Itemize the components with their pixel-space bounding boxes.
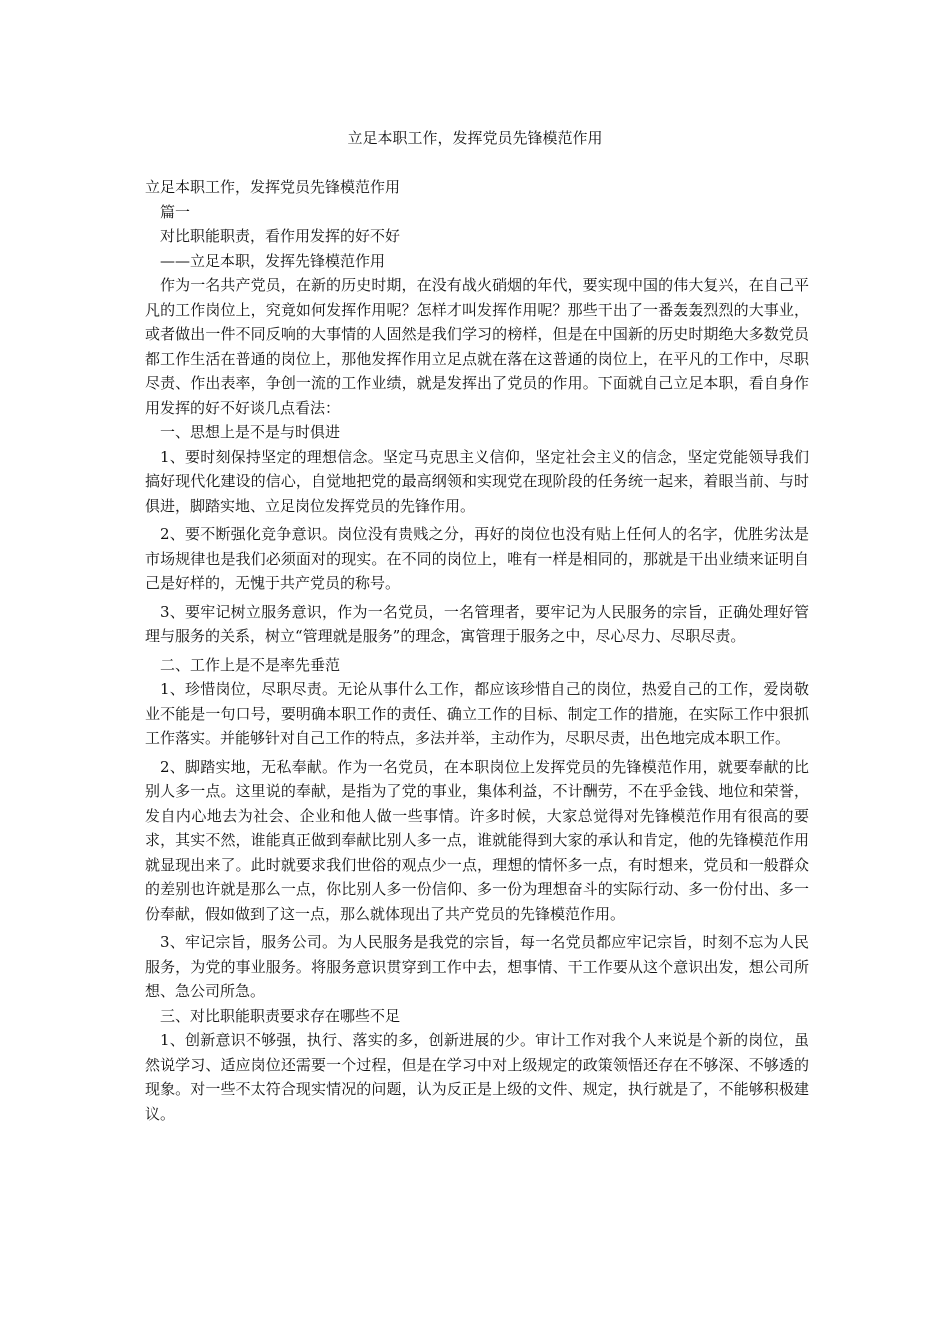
paragraph-1-2: 2、要不断强化竞争意识。岗位没有贵贱之分，再好的岗位也没有贴上任何人的名字，优胜劣汰是市场规律也是我们必须面对的现实。在不同的岗位上，唯有一样是相同的，那就是干出业绩来证明自己是好样的，无愧于共产党员的称号。 (145, 525, 809, 592)
document-body (145, 175, 809, 1126)
paragraph-2-1: 1、珍惜岗位，尽职尽责。无论从事什么工作，都应该珍惜自己的岗位，热爱自己的工作，爱岗敬业不能是一句口号，要明确本职工作的责任、确立工作的目标、制定工作的措施，在实际工作中狠抓工作落实。并能够针对自己工作的特点，多法并举，主动作为，尽职尽责，出色地完成本职工作。 (145, 680, 809, 747)
section-label: 篇一 (160, 202, 191, 221)
section-heading-2: 二、工作上是不是率先垂范 (160, 655, 341, 674)
subtitle: 对比职能职责，看作用发挥的好不好 (160, 227, 401, 245)
paragraph-1-1: 1、要时刻保持坚定的理想信念。坚定马克思主义信仰，坚定社会主义的信念，坚定党能领导我们搞好现代化建设的信心，自觉地把党的最高纲领和实现党在现阶段的任务统一起来，着眼当前、与时俱进，脚踏实地、立足岗位发挥党员的先锋作用。 (145, 447, 809, 515)
paragraph-2-2: 2、脚踏实地，无私奉献。作为一名党员，在本职岗位上发挥党员的先锋模范作用，就要奉献的比别人多一点。这里说的奉献，是指为了党的事业，集体利益，不计酬劳，不在乎金钱、地位和荣誉，发自内心地去为社会、企业和他人做一些事情。许多时候，大家总觉得对先锋模范作用有很高的要求，其实不然，谁能真正做到奉献比别人多一点，谁就能得到大家的承认和肯定，他的先锋模范作用就显现出来了。此时就要求我们世俗的观点少一点，理想的情怀多一点，有时想来，党员和一般群众的差别也许就是那么一点，你比别人多一份信仰、多一份为理想奋斗的实际行动、多一份付出、多一份奉献，假如做到了这一点，那么就体现出了共产党员的先锋模范作用。 (145, 757, 809, 923)
subtitle-tagline: ——立足本职，发挥先锋模范作用 (160, 251, 386, 270)
document-title: 立足本职工作，发挥党员先锋模范作用 (347, 129, 603, 147)
paragraph-1-3: 3、要牢记树立服务意识，作为一名党员，一名管理者，要牢记为人民服务的宗旨，正确处理好管理与服务的关系，树立“管理就是服务”的理念，寓管理于服务之中，尽心尽力、尽职尽责。 (145, 602, 809, 645)
paragraph-3-1: 1、创新意识不够强，执行、落实的多，创新进展的少。审计工作对我个人来说是个新的岗位，虽然说学习、适应岗位还需要一个过程，但是在学习中对上级规定的政策领悟还存在不够深、不够透的现象。对一些不太符合现实情况的问题，认为反正是上级的文件、规定，执行就是了，不能够积极建议。 (145, 1031, 809, 1123)
intro-paragraph: 作为一名共产党员，在新的历史时期，在没有战火硝烟的年代，要实现中国的伟大复兴，在自己平凡的工作岗位上，究竟如何发挥作用呢？怎样才叫发挥作用呢？那些干出了一番轰轰烈烈的大事业，或者做出一件不同反响的大事情的人固然是我们学习的榜样，但是在中国新的历史时期绝大多数党员都工作生活在普通的岗位上，那他发挥作用立足点就在落在这普通的岗位上，在平凡的工作中，尽职尽责、作出表率，争创一流的工作业绩，就是发挥出了党员的作用。下面就自己立足本职，看自身作用发挥的好不好谈几点看法： (145, 276, 809, 417)
section-heading-3: 三、对比职能职责要求存在哪些不足 (160, 1006, 401, 1025)
body-heading: 立足本职工作，发挥党员先锋模范作用 (145, 178, 401, 196)
paragraph-2-3: 3、牢记宗旨，服务公司。为人民服务是我党的宗旨，每一名党员都应牢记宗旨，时刻不忘为人民服务，为党的事业服务。将服务意识贯穿到工作中去，想事情、干工作要从这个意识出发，想公司所想、急公司所急。 (145, 933, 809, 1000)
section-heading-1: 一、思想上是不是与时俱进 (160, 423, 341, 441)
